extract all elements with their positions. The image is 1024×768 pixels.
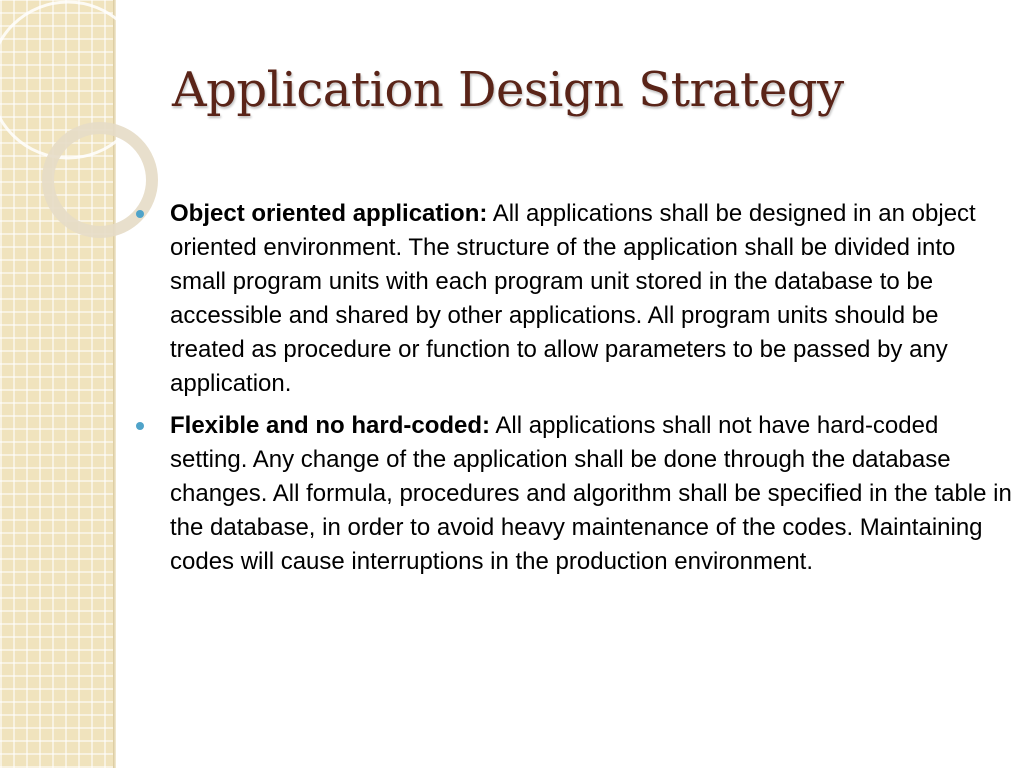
bullet-item-flexible — [136, 409, 1016, 579]
bullet-dot-icon — [136, 210, 144, 218]
bullet-item-object-oriented — [136, 197, 1016, 401]
bullet-list — [136, 197, 1016, 587]
bullet-text: All applications shall be designed in an object oriented environment. The structure of the application shall be divided into small program units with each program unit stored in the database to be accessible and shared by other applications. All program units should be treated as procedure or function to allow parameters to be passed by any application. — [170, 200, 976, 397]
bullet-lead: Flexible and no hard-coded: — [170, 412, 491, 439]
bullet-text: All applications shall not have hard-coded setting. Any change of the application shall be done through the database changes. All formula, procedures and algorithm shall be specified in the table in the database, in order to avoid heavy maintenance of the codes. Maintaining codes will cause interruptions in the production environment. — [170, 412, 1012, 575]
slide-title: Application Design Strategy — [172, 62, 844, 118]
bullet-dot-icon — [136, 422, 144, 430]
bullet-lead: Object oriented application: — [170, 200, 488, 227]
